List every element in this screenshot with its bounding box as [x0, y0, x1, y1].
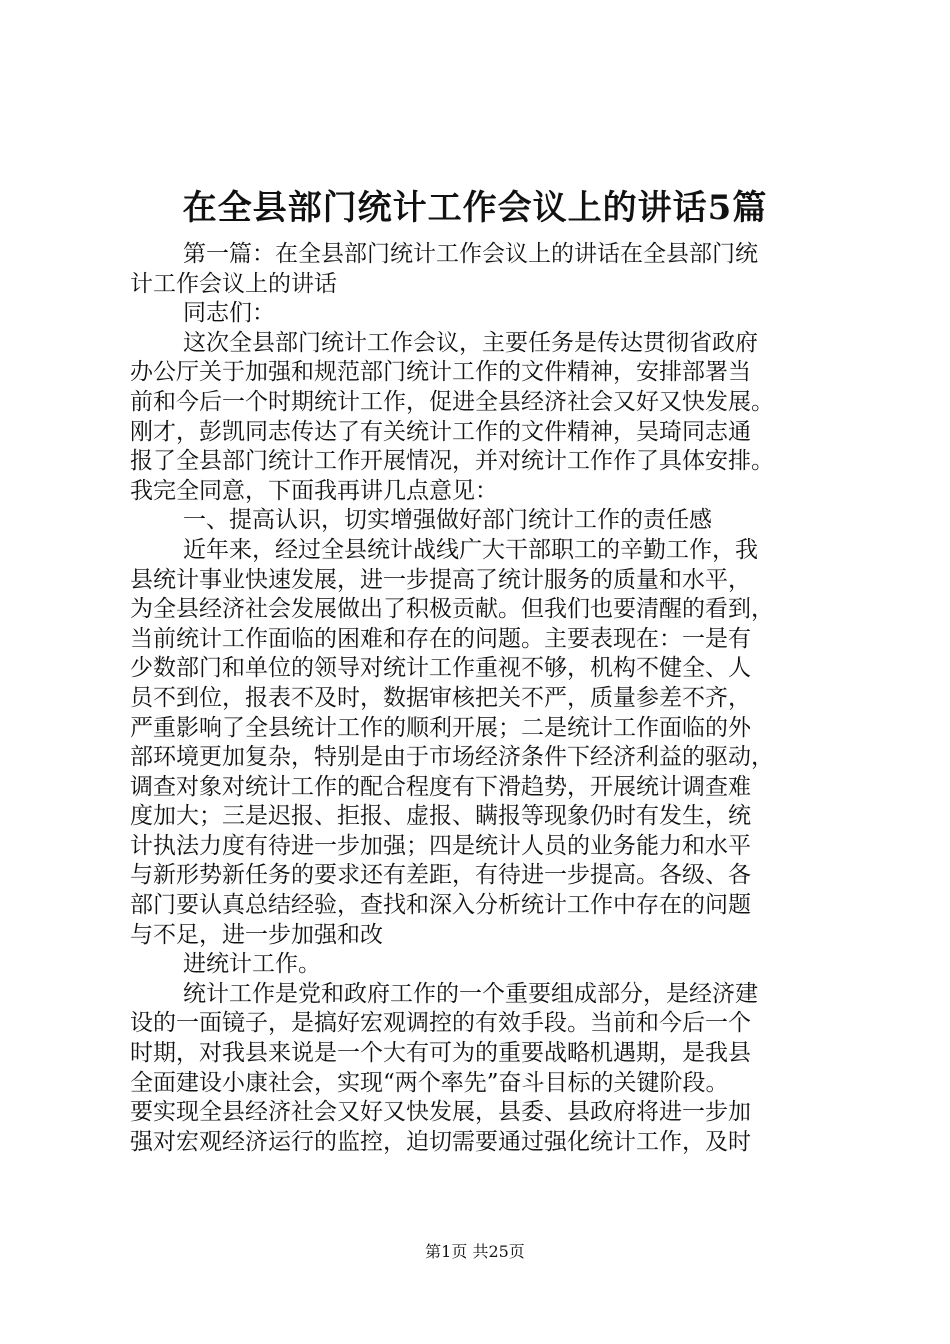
text-line: 近年来，经过全县统计战线广大干部职工的辛勤工作，我 [183, 536, 758, 563]
text-line: 要实现全县经济社会又好又快发展，县委、县政府将进一步加 [130, 1099, 751, 1126]
document-body [130, 240, 830, 1157]
text-line: 时期，对我县来说是一个大有可为的重要战略机遇期，是我县 [130, 1040, 751, 1067]
text-line: 为全县经济社会发展做出了积极贡献。但我们也要清醒的看到， [130, 596, 774, 623]
text-line: 当前统计工作面临的困难和存在的问题。主要表现在：一是有 [130, 625, 751, 652]
text-line: 统计工作是党和政府工作的一个重要组成部分，是经济建 [183, 980, 758, 1007]
text-line: 员不到位，报表不及时，数据审核把关不严，质量参差不齐， [130, 684, 751, 711]
text-line: 严重影响了全县统计工作的顺利开展；二是统计工作面临的外 [130, 714, 751, 741]
text-line: 这次全县部门统计工作会议，主要任务是传达贯彻省政府 [183, 329, 758, 356]
text-line: 全面建设小康社会，实现“两个率先”奋斗目标的关键阶段。 [130, 1069, 729, 1096]
text-line: 与新形势新任务的要求还有差距，有待进一步提高。各级、各 [130, 862, 751, 889]
page-footer: 第1页 共25页 [425, 1242, 525, 1261]
text-line: 报了全县部门统计工作开展情况，并对统计工作作了具体安排。 [130, 448, 774, 475]
text-line: 计执法力度有待进一步加强；四是统计人员的业务能力和水平 [130, 832, 751, 859]
text-line: 同志们： [183, 300, 275, 327]
text-line: 第一篇：在全县部门统计工作会议上的讲话在全县部门统 [183, 241, 758, 267]
document-title: 在全县部门统计工作会议上的讲话5篇 [182, 188, 768, 228]
text-line: 前和今后一个时期统计工作，促进全县经济社会又好又快发展。 [130, 388, 774, 415]
text-line: 办公厅关于加强和规范部门统计工作的文件精神，安排部署当 [130, 359, 751, 386]
text-line: 我完全同意，下面我再讲几点意见： [130, 477, 498, 504]
text-line: 部环境更加复杂，特别是由于市场经济条件下经济利益的驱动， [130, 744, 774, 771]
text-line: 强对宏观经济运行的监控，迫切需要通过强化统计工作，及时 [130, 1128, 751, 1155]
text-line: 进统计工作。 [183, 951, 321, 978]
text-line: 部门要认真总结经验，查找和深入分析统计工作中存在的问题 [130, 892, 751, 919]
text-line: 调查对象对统计工作的配合程度有下滑趋势，开展统计调查难 [130, 773, 751, 800]
text-line: 设的一面镜子，是搞好宏观调控的有效手段。当前和今后一个 [130, 1010, 751, 1037]
text-line: 少数部门和单位的领导对统计工作重视不够，机构不健全、人 [130, 655, 751, 682]
text-line: 计工作会议上的讲话 [130, 270, 337, 297]
text-line: 县统计事业快速发展，进一步提高了统计服务的质量和水平， [130, 566, 751, 593]
text-line: 刚才，彭凯同志传达了有关统计工作的文件精神，吴琦同志通 [130, 418, 751, 445]
text-line: 一、提高认识，切实增强做好部门统计工作的责任感 [183, 507, 712, 534]
text-line: 度加大；三是迟报、拒报、虚报、瞒报等现象仍时有发生，统 [130, 803, 751, 830]
text-line: 与不足，进一步加强和改 [130, 921, 383, 948]
